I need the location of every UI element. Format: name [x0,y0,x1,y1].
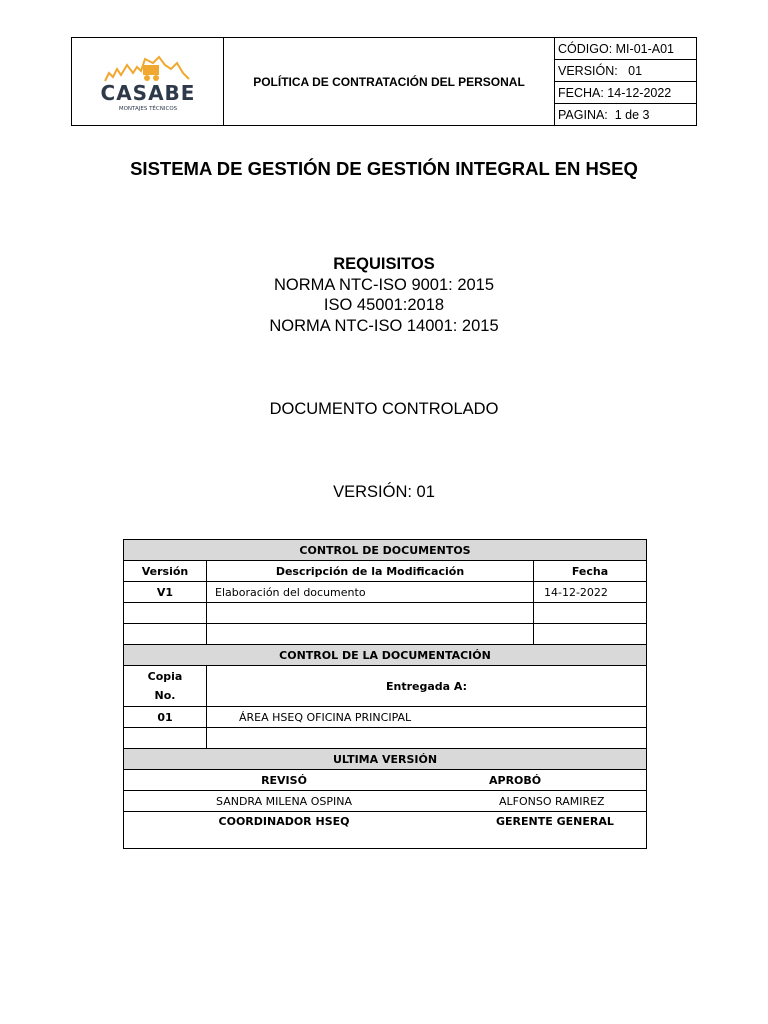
requirements-block [0,254,768,336]
section-title: CONTROL DE DOCUMENTOS [124,540,647,561]
doc-date: FECHA: 14-12-2022 [555,82,696,104]
doc-page: PAGINA: 1 de 3 [558,107,650,122]
section-title: CONTROL DE LA DOCUMENTACIÓN [124,645,647,666]
requirements-heading: REQUISITOS [333,255,435,273]
table-row [124,624,647,645]
column-header-copia [124,666,207,707]
reviewer-role: COORDINADOR HSEQ [218,815,350,828]
doc-code: CÓDIGO: MI-01-A01 [555,38,696,60]
row-version: V1 [124,582,207,603]
document-title: POLÍTICA DE CONTRATACIÓN DEL PERSONAL [224,38,555,125]
column-header: Descripción de la Modificación [207,561,534,582]
table-row [124,603,647,624]
signature-roles [124,812,647,849]
controlled-document-label: DOCUMENTO CONTROLADO [269,400,499,418]
reviewer-name: SANDRA MILENA OSPINA [216,794,352,808]
table-row [124,728,647,749]
casabe-logo-icon [93,51,203,113]
document-control-table [123,539,647,849]
copy-number: 01 [124,707,207,728]
document-header [71,37,697,126]
requirement-line: NORMA NTC-ISO 9001: 2015 [273,275,495,294]
signature-names [124,791,647,812]
column-header: Fecha [534,561,647,582]
company-logo [72,38,224,125]
main-title: SISTEMA DE GESTIÓN DE GESTIÓN INTEGRAL EN HSEQ [130,158,638,179]
reviewed-label: REVISÓ [261,773,307,787]
table-row [124,707,647,728]
column-header: Versión [124,561,207,582]
requirement-line: NORMA NTC-ISO 14001: 2015 [269,316,499,335]
column-header-text: Copia [147,670,183,683]
approver-role: GERENTE GENERAL [496,815,614,828]
column-header: Entregada A: [207,666,647,707]
doc-version: VERSIÓN: 01 [555,60,696,82]
table-row [124,582,647,603]
row-date: 14-12-2022 [534,582,647,603]
requirement-line: ISO 45001:2018 [323,296,445,314]
section-title: ULTIMA VERSIÓN [124,749,647,770]
copy-recipient: ÁREA HSEQ OFICINA PRINCIPAL [207,707,647,728]
signature-labels [124,770,647,791]
approver-name: ALFONSO RAMIREZ [499,794,605,808]
svg-text:CASABE: CASABE [100,80,195,105]
svg-text:MONTAJES TÉCNICOS: MONTAJES TÉCNICOS [118,105,177,112]
row-description: Elaboración del documento [207,582,534,603]
document-meta [555,38,696,125]
version-label: VERSIÓN: 01 [333,483,435,501]
approved-label: APROBÓ [489,773,542,787]
column-header-text: No. [154,689,176,702]
